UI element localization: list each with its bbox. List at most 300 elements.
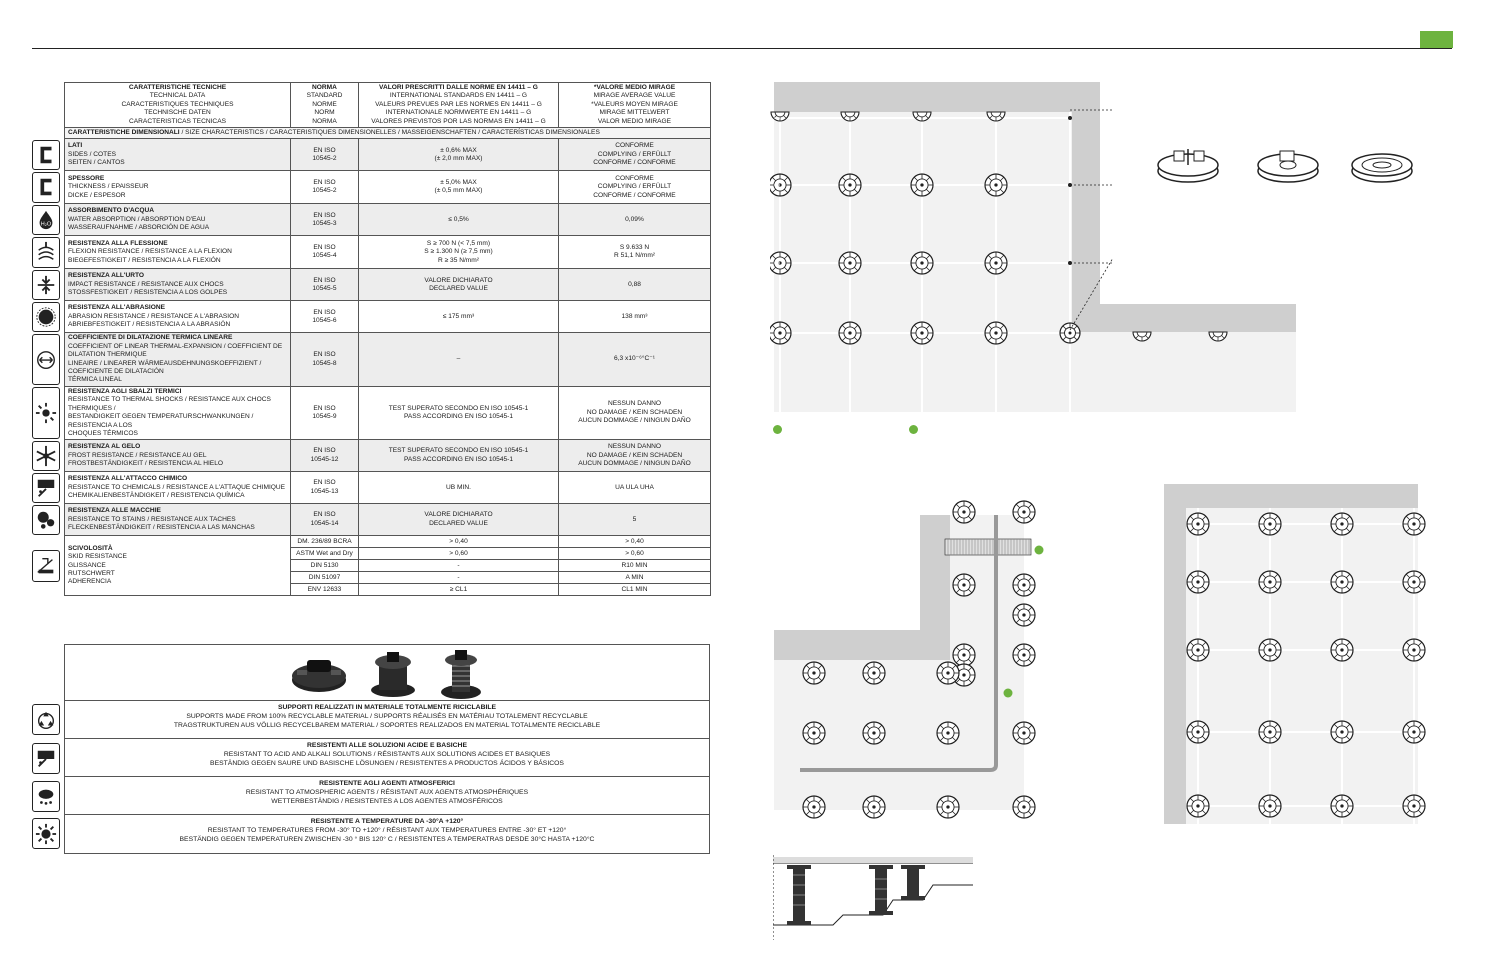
spec-name-sub: BIEGEFESTIGKEIT / RESISTENCIA A LA FLEXIÓN [68, 256, 221, 264]
spec-norm: 10545-5 [312, 284, 337, 292]
spec-value: COMPLYING / ERFÜLLT [597, 183, 672, 191]
skid-value: R10 MIN [559, 560, 711, 572]
spec-name-sub: THICKNESS / EPAISSEUR [68, 183, 149, 191]
spec-name: RESISTENZA ALL'ATTACCO CHIMICO [68, 475, 188, 483]
pedestal-marker [1331, 513, 1353, 535]
skid-required: > 0,40 [359, 536, 559, 548]
electrical-marker [1004, 689, 1013, 698]
pedestal-marker [1187, 795, 1209, 817]
abrasion-icon [32, 302, 60, 332]
spec-norm-cell [291, 301, 359, 333]
spec-norm: 10545-12 [310, 455, 339, 463]
pedestal-marker [1403, 513, 1425, 535]
pedestal-marker [953, 501, 975, 523]
pedestal-marker [953, 644, 975, 666]
spec-row [65, 386, 711, 439]
legend-marker [909, 425, 918, 434]
column-header-line: NORME [312, 100, 337, 108]
spec-norm-cell [291, 236, 359, 269]
pedestal-marker [985, 322, 1007, 344]
spec-name-sub: ABRIEBFESTIGKEIT / RESISTENCIA A LA ABRASIÓN [68, 321, 231, 329]
spec-name: RESISTENZA AL GELO [68, 443, 141, 451]
spec-norm: EN ISO [313, 276, 336, 284]
pedestal-marker [1331, 639, 1353, 661]
section-bold: CARATTERISTICHE DIMENSIONALI [68, 129, 180, 137]
supports-feature-line: SUPPORTS MADE FROM 100% RECYCLABLE MATERIAL / SUPPORTS RÉALISÉS EN MATÉRIAU TOTALEMENT RECYCLABLE [186, 713, 588, 720]
spec-norm: 10545-2 [312, 154, 337, 162]
pedestal-marker [1403, 639, 1425, 661]
spec-value: 6,3 x10⁻⁶°C⁻¹ [614, 355, 655, 363]
pedestal-marker [1187, 571, 1209, 593]
spec-required: VALORE DICHIARATO [424, 511, 493, 519]
spec-required-cell [359, 204, 559, 236]
spec-required-cell [359, 386, 559, 439]
pedestal-marker [1331, 795, 1353, 817]
pedestal-marker [770, 322, 791, 344]
spec-name-sub: FROSTBESTÄNDIGKEIT / RESISTENCIA AL HIELO [68, 460, 223, 468]
supports-feature-row [65, 739, 709, 777]
spec-name: SPESSORE [68, 174, 105, 182]
column-header-line: *VALEURS MOYEN MIRAGE [591, 100, 678, 108]
pedestal-marker [1403, 571, 1425, 593]
column-header-line: INTERNATIONALE NORMWERTE EN 14411 – G [385, 109, 532, 117]
spec-value: CONFORME / CONFORME [593, 159, 676, 167]
supports-feature-title: SUPPORTI REALIZZATI IN MATERIALE TOTALMENTE RICICLABILE [277, 704, 497, 711]
spec-required: S ≥ 700 N (< 7,5 mm) [426, 239, 491, 247]
spec-norm: EN ISO [313, 179, 336, 187]
pedestal-marker [770, 252, 791, 274]
skid-required: - [359, 560, 559, 572]
skid-norm: ENV 12633 [291, 584, 359, 596]
column-header [65, 83, 291, 128]
spec-value: NO DAMAGE / KEIN SCHADEN [586, 408, 683, 416]
spec-name-sub: SEITEN / CANTOS [68, 159, 125, 167]
spec-norm-cell [291, 472, 359, 504]
section-cell [65, 128, 711, 139]
spec-row [65, 139, 711, 171]
spec-name: RESISTENZA ALLE MACCHIE [68, 507, 161, 515]
spec-name-sub: FROST RESISTANCE / RESISTANCE AU GEL [68, 451, 207, 459]
impact-icon [32, 270, 60, 300]
column-header [291, 83, 359, 128]
column-header-line: NORMA [312, 117, 337, 125]
column-header-bold: CARATTERISTICHE TECNICHE [128, 84, 227, 91]
electrical-systems-legend [909, 425, 922, 434]
spec-value: COMPLYING / ERFÜLLT [597, 150, 672, 158]
spec-row [65, 269, 711, 301]
column-header-bold: *VALORE MEDIO MIRAGE [593, 84, 676, 91]
pedestal-marker [1259, 639, 1281, 661]
pedestal-marker [803, 722, 825, 744]
skid-norm: ASTM Wet and Dry [291, 548, 359, 560]
spec-name-cell [65, 139, 291, 171]
floor-centre-pedestal-icon [1154, 145, 1224, 185]
spec-required: DECLARED VALUE [429, 284, 488, 292]
pedestal-marker [863, 796, 885, 818]
pedestal-marker [911, 174, 933, 196]
spec-value-cell [559, 139, 711, 171]
pedestal-marker [1259, 571, 1281, 593]
spec-required: ± 0,6% MAX [440, 146, 477, 154]
pedestal-marker [803, 796, 825, 818]
column-header-line: MIRAGE MITTELWERT [599, 109, 670, 117]
spec-value: UA ULA UHA [615, 483, 654, 491]
spec-norm: EN ISO [313, 404, 336, 412]
spec-norm: 10545-13 [310, 487, 339, 495]
spec-required: UB MIN. [446, 483, 471, 491]
pedestal-section-drawing [773, 855, 973, 940]
spec-norm: 10545-8 [312, 359, 337, 367]
skid-norm: DIN 5130 [291, 560, 359, 572]
spec-norm: EN ISO [313, 479, 336, 487]
supports-feature-row [65, 701, 709, 739]
supports-feature-line: RESISTANT TO TEMPERATURES FROM -30° TO +120° / RÉSISTANT AUX TEMPERATURES ENTRE -30° ET +120° [207, 827, 567, 834]
spec-norm: EN ISO [313, 211, 336, 219]
spec-norm-cell [291, 386, 359, 439]
spec-norm: 10545-4 [312, 252, 337, 260]
spec-row [65, 472, 711, 504]
spec-name-sub: WASSERAUFNAHME / ABSORCIÓN DE AGUA [68, 224, 210, 232]
spec-name-cell [65, 504, 291, 536]
skid-resistance-icon [32, 550, 60, 582]
spec-required-cell [359, 301, 559, 333]
pedestal-marker [1013, 644, 1035, 666]
pedestal-marker [1013, 796, 1035, 818]
column-header-line: CARACTERISTIQUES TECHNIQUES [121, 100, 234, 108]
spec-value: R 51,1 N/mm² [613, 252, 656, 260]
spec-norm: 10545-2 [312, 187, 337, 195]
spec-name-sub: FLEXION RESISTANCE / RESISTANCE A LA FLEXION [68, 248, 232, 256]
pedestal-marker [770, 174, 791, 196]
spec-name-sub: WATER ABSORPTION / ABSORPTION D'EAU [68, 215, 206, 223]
spec-value-cell [559, 472, 711, 504]
skid-name-cell [65, 536, 291, 596]
column-header-bold: NORMA [312, 84, 337, 91]
pedestal-marker [863, 722, 885, 744]
section-row [65, 128, 711, 139]
spec-norm: EN ISO [313, 447, 336, 455]
pedestal-marker [1331, 721, 1353, 743]
spec-required: (± 2,0 mm MAX) [434, 154, 483, 162]
skid-norm: DIN 51097 [291, 572, 359, 584]
spec-norm: 10545-14 [310, 519, 339, 527]
pedestal-marker [1331, 571, 1353, 593]
pedestal-marker [1403, 721, 1425, 743]
pedestal-marker [1259, 513, 1281, 535]
spec-required: VALORE DICHIARATO [424, 276, 493, 284]
spec-row [65, 440, 711, 472]
spec-name-cell [65, 386, 291, 439]
skid-value: A MIN [559, 572, 711, 584]
spec-value: NESSUN DANNO [607, 400, 662, 408]
wall-corner-pedestal-icon [1348, 145, 1418, 185]
plumbing-systems-legend [773, 425, 786, 434]
spec-required: PASS ACCORDING EN ISO 10545-1 [403, 455, 514, 463]
spec-value-cell [559, 171, 711, 204]
spec-value-cell [559, 504, 711, 536]
pedestal-marker [1013, 722, 1035, 744]
spec-required-cell [359, 504, 559, 536]
pedestal-marker [911, 252, 933, 274]
spec-required-cell [359, 440, 559, 472]
floor-plan-top [770, 80, 1300, 415]
pedestal-marker [803, 662, 825, 684]
skid-required: ≥ CL1 [359, 584, 559, 596]
skid-required: - [359, 572, 559, 584]
spec-value: AUCUN DOMMAGE / NINGUN DAÑO [578, 417, 691, 425]
skid-norm: DM. 236/89 BCRA [291, 536, 359, 548]
supports-box [64, 644, 710, 854]
spec-value: CONFORME [615, 142, 654, 150]
pedestal-marker [839, 252, 861, 274]
spec-norm: EN ISO [313, 146, 336, 154]
supports-feature-title: RESISTENTI ALLE SOLUZIONI ACIDE E BASICHE [307, 742, 467, 749]
column-header [359, 83, 559, 128]
spec-name-sub: SIDES / COTES [68, 150, 116, 158]
spec-name-sub: RESISTANCE TO CHEMICALS / RESISTANCE A L'ATTAQUE CHIMIQUE [68, 483, 286, 491]
pedestal-marker [937, 662, 959, 684]
spec-name-cell [65, 204, 291, 236]
skid-name-sub: ADHERENCIA [68, 578, 112, 586]
supports-feature-line: BESTÄNDIG GEGEN SAURE UND BASISCHE LÖSUNGEN / RESISTENTES A PRODUCTOS ÁCIDOS Y BÁSICOS [210, 760, 564, 767]
floor-plan-corner [1160, 480, 1435, 825]
frost-icon [32, 441, 60, 471]
spec-value: 138 mm³ [621, 312, 648, 320]
spec-norm: EN ISO [313, 244, 336, 252]
pedestal-marker [1187, 639, 1209, 661]
supports-feature-row [65, 777, 709, 815]
section-rest: / SIZE CHARACTERISTICS / CARACTERISTIQUES DIMENSIONELLES / MASSEIGENSCHAFTEN / CARACTERÍSTICAS DIMENSIONALES [179, 129, 600, 137]
flexion-icon [32, 237, 60, 268]
spec-value-cell [559, 204, 711, 236]
spec-name-cell [65, 171, 291, 204]
spec-required: S ≥ 1.300 N (≥ 7,5 mm) [424, 248, 493, 256]
pedestal-marker [839, 322, 861, 344]
pedestal-marker [1259, 795, 1281, 817]
supports-feature-line: TRAGSTRUKTUREN AUS VÖLLIG RECYCELBAREM MATERIAL / SOPORTES REALIZADOS EN MATERIAL TOTALMENTE RECICLABLE [173, 722, 601, 729]
spec-name: RESISTENZA AGLI SBALZI TERMICI [68, 387, 182, 395]
pedestal-marker [1187, 513, 1209, 535]
section-color-bar [1420, 31, 1453, 48]
column-header-line: MIRAGE AVERAGE VALUE [593, 92, 676, 100]
pedestal-marker [839, 174, 861, 196]
pedestal-marker [1259, 721, 1281, 743]
spec-required-cell [359, 171, 559, 204]
supports-feature-title: RESISTENTE AGLI AGENTI ATMOSFERICI [319, 780, 455, 787]
spec-name-cell [65, 333, 291, 386]
spec-norm: 10545-9 [312, 413, 337, 421]
spec-name-sub: STOSSFESTIGKEIT / RESISTENCIA A LOS GOLPES [68, 289, 228, 297]
spec-required: R ≥ 35 N/mm² [438, 256, 479, 264]
spec-name-sub: COEFFICIENT OF LINEAR THERMAL-EXPANSION / COEFFICIENT DE DILATATION THERMIQUE [68, 342, 283, 359]
spec-row [65, 236, 711, 269]
wall-edge-pedestal-icon [1254, 145, 1324, 185]
spec-name-cell [65, 440, 291, 472]
plumbing-marker [1035, 546, 1044, 555]
spec-value: NO DAMAGE / KEIN SCHADEN [586, 451, 683, 459]
corner-pedestal-marker [1060, 323, 1080, 343]
supports-feature-line: BESTÄNDIG GEGEN TEMPERATUREN ZWISCHEN -30 ° BIS 120° C / RESISTENTES A TEMPERATRAS DESDE 30°C HASTA +120°C [179, 836, 595, 843]
spec-norm: 10545-3 [312, 219, 337, 227]
pedestal-marker [911, 322, 933, 344]
spec-row [65, 504, 711, 536]
supports-feature-line: WETTERBESTÄNDIG / RESISTENTES A LOS AGENTES ATMOSFÉRICOS [271, 798, 503, 805]
supports-feature-title: RESISTENTE A TEMPERATURE DA -30°A +120° [310, 818, 464, 825]
spec-required: DECLARED VALUE [429, 519, 488, 527]
spec-required: (± 0,5 mm MAX) [434, 187, 483, 195]
spec-value: AUCUN DOMMAGE / NINGUN DAÑO [578, 460, 691, 468]
skid-name-sub: RUTSCHWERT [68, 570, 115, 578]
column-header-line: CARACTERISTICAS TECNICAS [129, 117, 226, 125]
spec-name-sub: RESISTANCE TO STAINS / RESISTANCE AUX TACHES [68, 515, 236, 523]
thermal-shock-icon [32, 387, 60, 438]
spec-value: S 9.633 N [619, 244, 650, 252]
spec-name: RESISTENZA ALL'URTO [68, 272, 145, 280]
spec-required-cell [359, 236, 559, 269]
spec-row [65, 333, 711, 386]
spec-required: TEST SUPERATO SECONDO EN ISO 10545-1 [388, 404, 529, 412]
spec-name-sub: DICKE / ESPESOR [68, 191, 126, 199]
spec-norm-cell [291, 440, 359, 472]
spec-name: RESISTENZA ALLA FLESSIONE [68, 239, 168, 247]
spec-norm-cell [291, 204, 359, 236]
column-header-bold: VALORI PRESCRITTI DALLE NORME EN 14411 – G [379, 84, 538, 91]
temperature-icon [32, 818, 60, 849]
spec-required-cell [359, 333, 559, 386]
supports-feature-row [65, 815, 709, 853]
spec-value-cell [559, 440, 711, 472]
column-header-line: INTERNATIONAL STANDARDS EN 14411 – G [389, 92, 528, 100]
svg-text:H₂O: H₂O [40, 221, 52, 228]
spec-name-sub: ABRASION RESISTANCE / RESISTANCE A L'ABRASION [68, 312, 240, 320]
pedestal-marker [863, 662, 885, 684]
spec-name-sub: RESISTANCE TO THERMAL SHOCKS / RESISTANCE AUX CHOCS THERMIQUES / [68, 396, 271, 412]
spec-norm: EN ISO [313, 511, 336, 519]
column-header-line: STANDARD [306, 92, 343, 100]
spec-name-sub: CHOQUES TÉRMICOS [68, 429, 138, 437]
column-header-line: NORM [314, 109, 335, 117]
spec-norm-cell [291, 504, 359, 536]
spec-name-cell [65, 472, 291, 504]
pedestal-marker [1187, 721, 1209, 743]
spec-required: PASS ACCORDING EN ISO 10545-1 [403, 413, 514, 421]
spec-norm-cell [291, 333, 359, 386]
legend-marker [773, 425, 782, 434]
spec-norm: EN ISO [313, 351, 336, 359]
spec-name-cell [65, 269, 291, 301]
spec-value: 5 [632, 515, 637, 523]
spec-name: COEFFICIENTE DI DILATAZIONE TERMICA LINEARE [68, 334, 233, 342]
spec-norm-cell [291, 269, 359, 301]
water-absorption-icon [32, 205, 60, 235]
spec-required: TEST SUPERATO SECONDO EN ISO 10545-1 [388, 447, 529, 455]
spec-row [65, 301, 711, 333]
pedestal-marker [985, 174, 1007, 196]
spec-name-sub: CHEMIKALIENBESTÄNDIGKEIT / RESISTENCIA QUÍMICA [68, 492, 245, 500]
skid-required: > 0,60 [359, 548, 559, 560]
spec-name: ASSORBIMENTO D'ACQUA [68, 207, 155, 215]
spec-required-cell [359, 472, 559, 504]
acid-resistance-icon [32, 743, 60, 774]
supports-feature-line: RESISTANT TO ACID AND ALKALI SOLUTIONS / RÉSISTANTS AUX SOLUTIONS ACIDES ET BASIQUES [223, 751, 551, 758]
column-header [559, 83, 711, 128]
spec-name-cell [65, 301, 291, 333]
spec-value: 0,09% [625, 215, 644, 223]
spec-required: ≤ 175 mm³ [442, 312, 475, 320]
spec-value: 0,88 [628, 280, 641, 288]
section-tab [1408, 31, 1453, 48]
sides-icon [32, 140, 60, 170]
spec-name: RESISTENZA ALL'ABRASIONE [68, 304, 166, 312]
pedestal-marker [1013, 574, 1035, 596]
spec-required: ± 5,0% MAX [440, 179, 477, 187]
column-header-line: TECHNICAL DATA [149, 92, 206, 100]
spec-value: NESSUN DANNO [607, 443, 662, 451]
spec-value-cell [559, 386, 711, 439]
spec-value-cell [559, 236, 711, 269]
column-header-line: VALOR MEDIO MIRAGE [597, 117, 672, 125]
recycle-icon [32, 704, 60, 735]
skid-value: > 0,60 [559, 548, 711, 560]
supports-images [65, 645, 709, 701]
stain-icon [32, 505, 60, 535]
support-pedestal-mid-image [367, 648, 419, 698]
support-pedestal-low-image [289, 650, 349, 696]
skid-value: CL1 MIN [559, 584, 711, 596]
spec-name-cell [65, 236, 291, 269]
spec-table [64, 82, 711, 596]
spec-norm: 10545-6 [312, 316, 337, 324]
skid-row [65, 536, 711, 548]
column-header-line: VALEURS PREVUES PAR LES NORMES EN 14411 – G [375, 100, 542, 108]
pedestal-marker [1403, 795, 1425, 817]
spec-value-cell [559, 269, 711, 301]
pedestal-marker [937, 722, 959, 744]
spec-name-sub: LINEAIRE / LINEARER WÄRMEAUSDEHNUNGSKOEFFIZIENT / COEFICIENTE DE DILATACIÓN [68, 359, 262, 376]
spec-required: – [456, 355, 461, 363]
pedestal-marker [1013, 501, 1035, 523]
column-header-line: TECHNISCHE DATEN [144, 109, 211, 117]
spec-norm: EN ISO [313, 308, 336, 316]
spec-value-cell [559, 333, 711, 386]
header-rule [32, 48, 1452, 49]
spec-name-sub: TÉRMICA LINEAL [68, 376, 122, 384]
pedestal-marker [953, 574, 975, 596]
skid-name: SCIVOLOSITÀ [68, 544, 113, 552]
spec-required-cell [359, 139, 559, 171]
column-header-line: VALORES PREVISTOS POR LAS NORMAS EN 14411 – G [371, 117, 546, 125]
supports-feature-line: RESISTANT TO ATMOSPHERIC AGENTS / RÉSISTANT AUX AGENTS ATMOSPHÉRIQUES [245, 789, 529, 796]
thickness-icon [32, 172, 60, 203]
floor-plan-plants [770, 495, 1060, 830]
wall-point-marker [1068, 116, 1072, 120]
chemical-icon [32, 473, 60, 503]
spec-norm-cell [291, 171, 359, 204]
support-pedestal-high-image [437, 646, 485, 700]
pedestal-marker [985, 252, 1007, 274]
spec-row [65, 204, 711, 236]
skid-name-sub: SKID RESISTANCE [68, 553, 127, 561]
spec-value: CONFORME [615, 174, 654, 182]
skid-value: > 0,40 [559, 536, 711, 548]
spec-row [65, 171, 711, 204]
weather-icon [32, 781, 60, 812]
pedestal-marker [1013, 604, 1035, 626]
spec-name-sub: IMPACT RESISTANCE / RESISTANCE AUX CHOCS [68, 280, 224, 288]
spec-name: LATI [68, 142, 83, 150]
spec-required: ≤ 0,5% [448, 215, 469, 223]
spec-required-cell [359, 269, 559, 301]
